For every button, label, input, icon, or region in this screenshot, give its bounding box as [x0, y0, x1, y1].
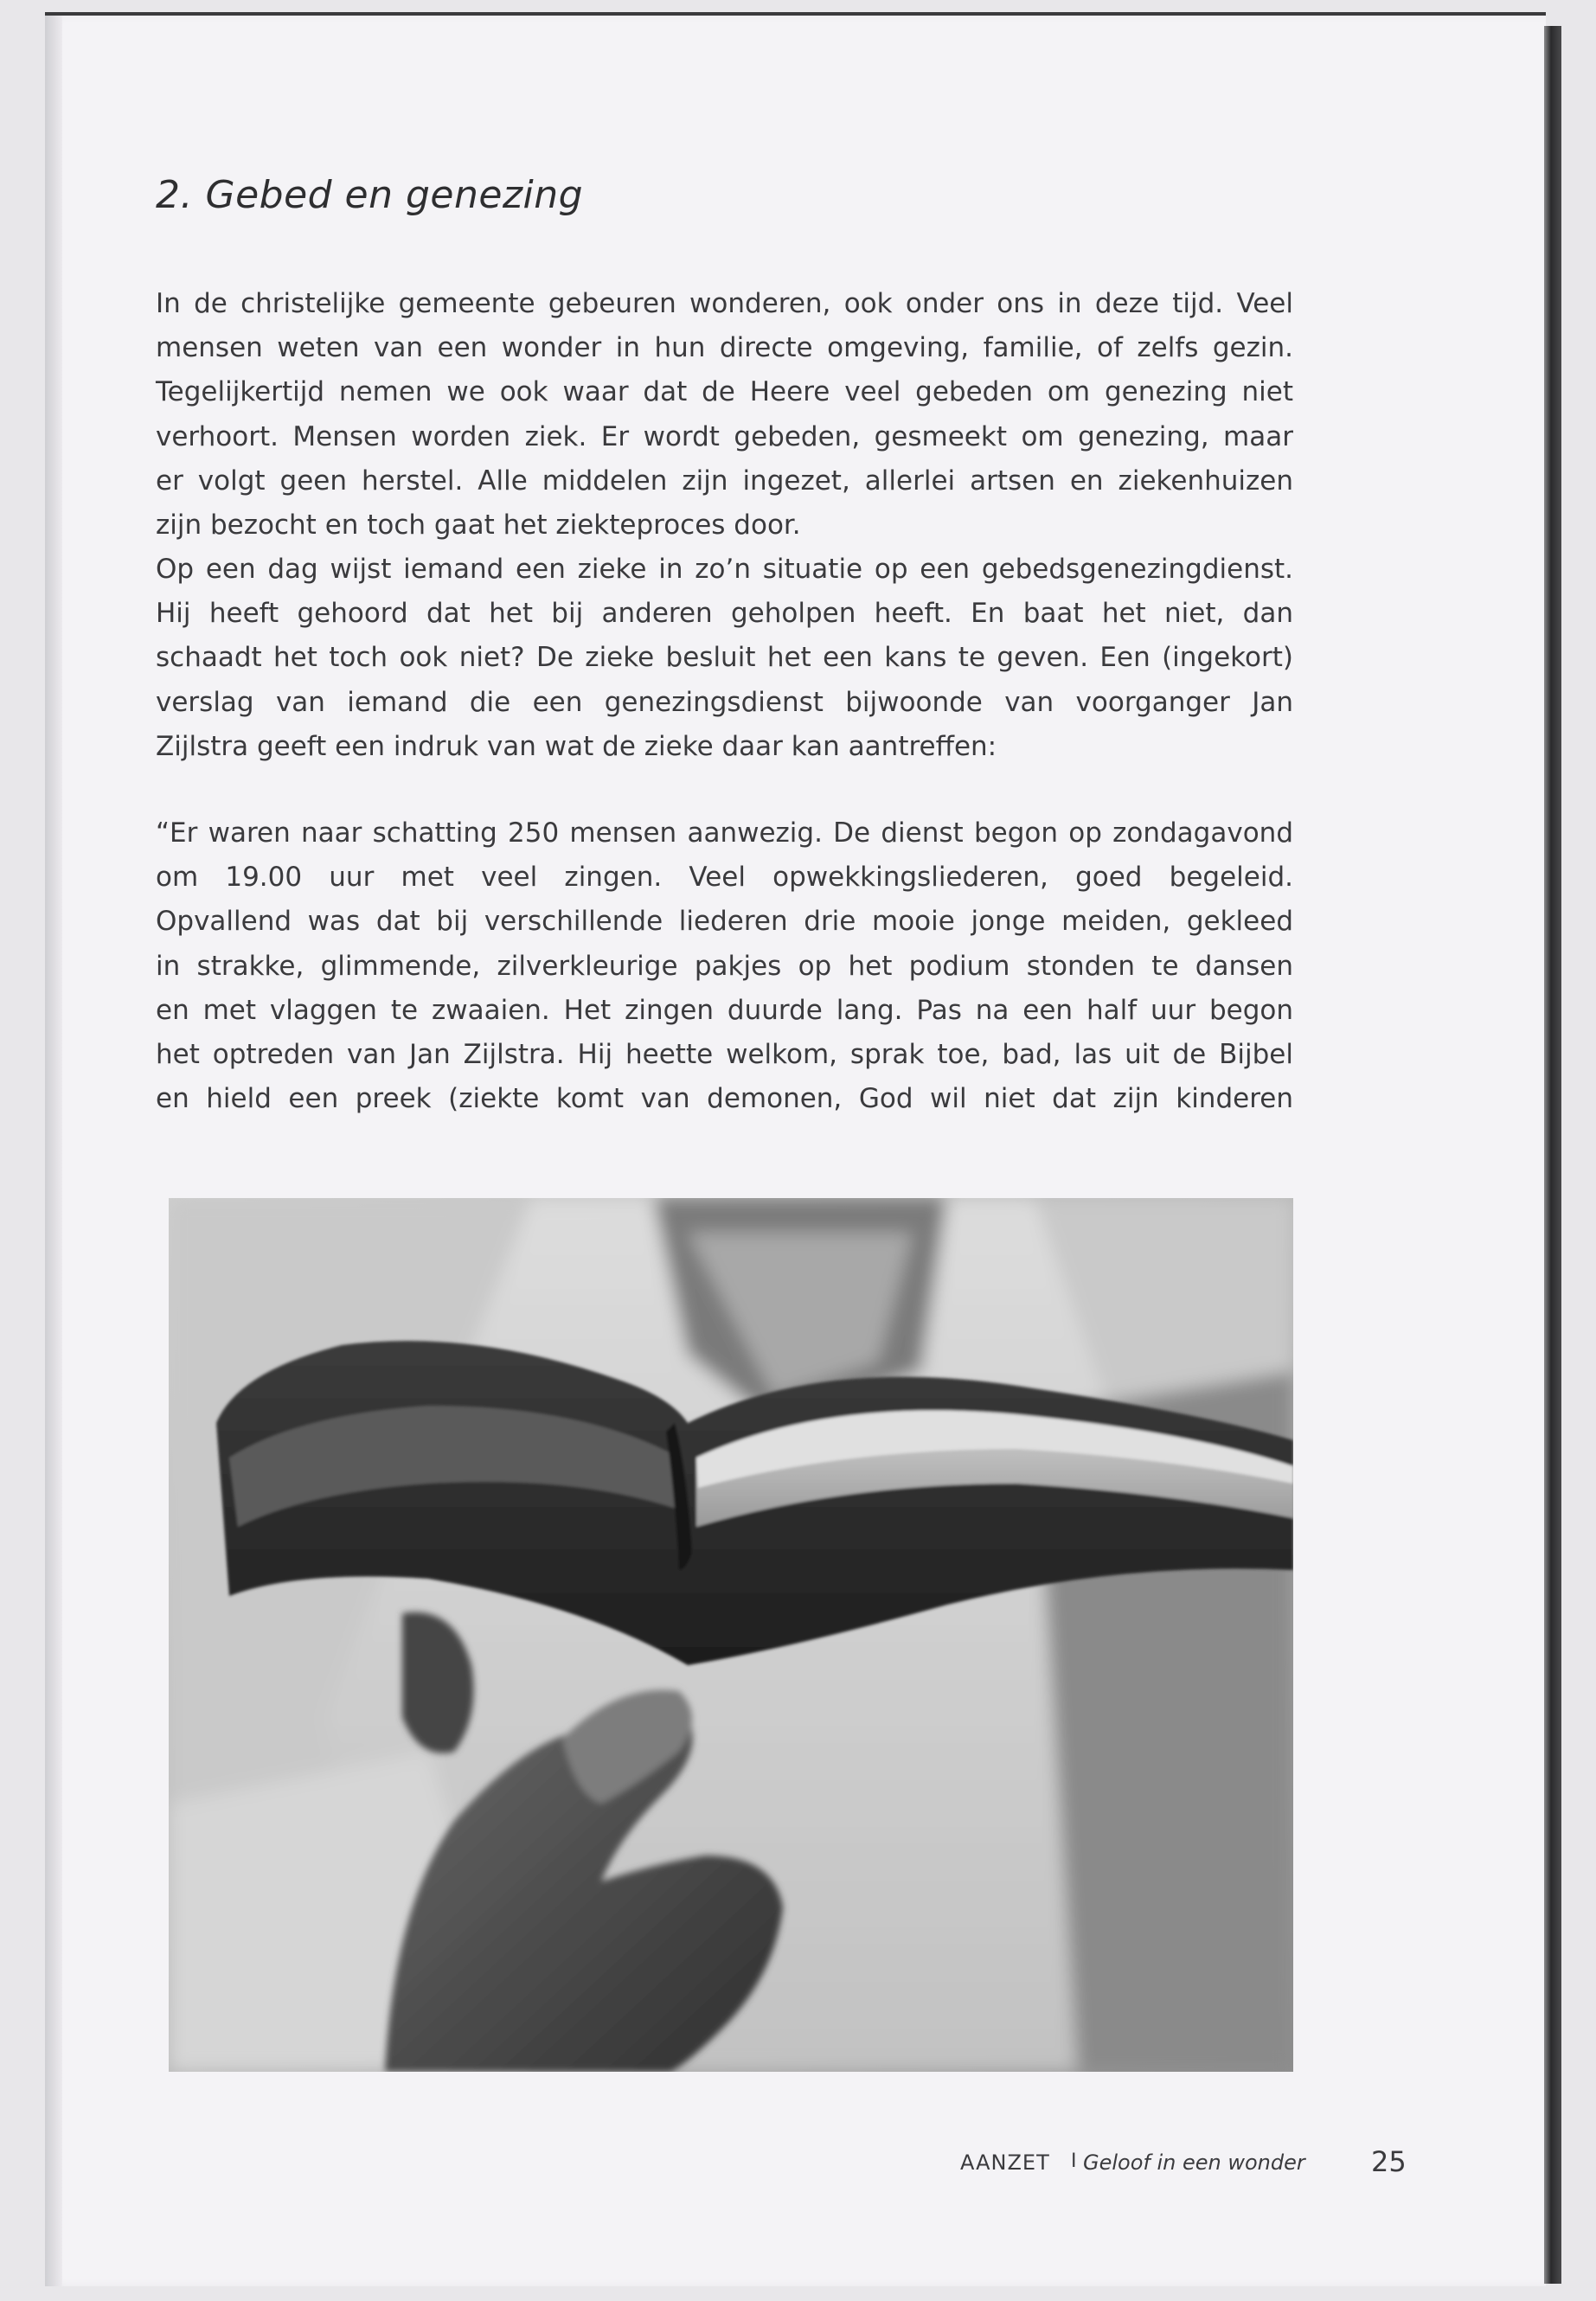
- text-line: Tegelijkertijd nemen we ook waar dat de Heere veel gebeden om genezing niet: [156, 376, 1293, 408]
- text-line: “Er waren naar schatting 250 mensen aanwezig. De dienst begon op zondagavond: [156, 817, 1293, 849]
- bible-photo: [169, 1198, 1293, 2072]
- text-line: en met vlaggen te zwaaien. Het zingen duurde lang. Pas na een half uur begon: [156, 994, 1293, 1026]
- book-cover-edge: [1544, 26, 1561, 2284]
- section-heading: 2. Gebed en genezing: [156, 173, 584, 217]
- quote-paragraph: [156, 811, 1293, 1121]
- bible-photo-illustration: [169, 1198, 1293, 2072]
- text-line: Op een dag wijst iemand een zieke in zo’n situatie op een gebedsgenezingdienst.: [156, 554, 1293, 585]
- footer-book-title: Geloof in een wonder: [1083, 2150, 1305, 2175]
- text-line: om 19.00 uur met veel zingen. Veel opwekkingsliederen, goed begeleid.: [156, 862, 1293, 894]
- paragraph-1: [156, 282, 1293, 548]
- text-line: in strakke, glimmende, zilverkleurige pakjes op het podium stonden te dansen: [156, 950, 1293, 982]
- text-line: schaadt het toch ook niet? De zieke besluit het een kans te geven. Een (ingekort): [156, 642, 1293, 674]
- text-line: verslag van iemand die een genezingsdienst bijwoonde van voorganger Jan: [156, 686, 1293, 718]
- text-line: Zijlstra geeft een indruk van wat de zieke daar kan aantreffen:: [156, 730, 997, 762]
- footer-separator: I: [1071, 2150, 1077, 2172]
- text-line: Opvallend was dat bij verschillende liederen drie mooie jonge meiden, gekleed: [156, 906, 1293, 938]
- text-line: Hij heeft gehoord dat het bij anderen geholpen heeft. En baat het niet, dan: [156, 598, 1293, 630]
- text-line: het optreden van Jan Zijlstra. Hij heette welkom, sprak toe, bad, las uit de Bijbel: [156, 1039, 1293, 1071]
- footer-section-label: AANZET: [960, 2150, 1050, 2175]
- text-line: mensen weten van een wonder in hun directe omgeving, familie, of zelfs gezin.: [156, 332, 1293, 364]
- page-spine-shadow: [45, 16, 62, 2286]
- page-number: 25: [1371, 2145, 1407, 2178]
- paragraph-2: [156, 548, 1293, 769]
- text-line: en hield een preek (ziekte komt van demonen, God wil niet dat zijn kinderen: [156, 1083, 1293, 1115]
- text-line: verhoort. Mensen worden ziek. Er wordt gebeden, gesmeekt om genezing, maar: [156, 420, 1293, 452]
- text-line: er volgt geen herstel. Alle middelen zijn ingezet, allerlei artsen en ziekenhuizen: [156, 465, 1293, 497]
- text-line: zijn bezocht en toch gaat het ziekteproces door.: [156, 510, 801, 542]
- text-line: In de christelijke gemeente gebeuren wonderen, ook onder ons in deze tijd. Veel: [156, 288, 1293, 319]
